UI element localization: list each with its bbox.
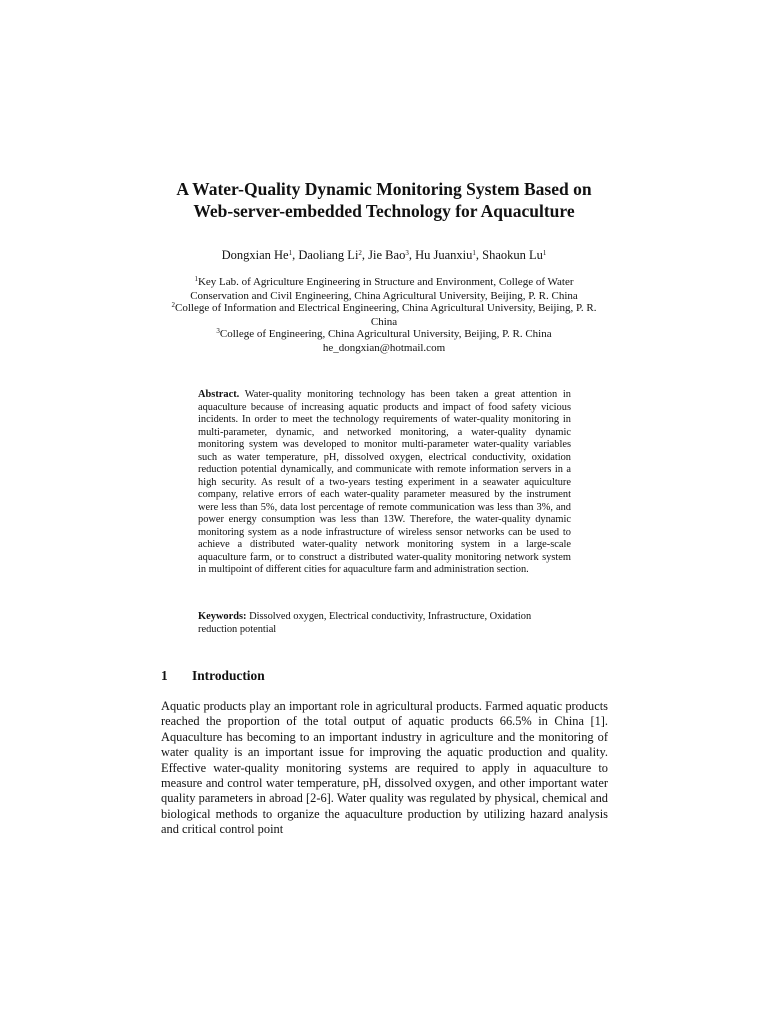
author-name: Shaokun Lu [482,248,543,262]
affiliation-text: College of Information and Electrical Engineering, China Agricultural University, Beijing, P. R. [175,302,597,315]
affiliation-1-line-2: Conservation and Civil Engineering, China Agricultural University, Beijing, P. R. China [190,289,578,302]
contact-email: he_dongxian@hotmail.com [322,341,446,354]
author-affiliation-mark: 1 [542,249,547,257]
affiliation-text: Key Lab. of Agriculture Engineering in Structure and Environment, College of Water [197,276,574,288]
title-line-2: Web-server-embedded Technology for Aquaculture [193,201,575,221]
author-name: Jie Bao [368,248,406,262]
affiliation-2-line-1 [150,302,618,316]
section-heading [161,667,265,684]
affiliation-3 [150,328,618,342]
affiliations [150,276,618,355]
author [298,248,368,262]
keywords [198,610,571,636]
author-affiliation-mark: 3 [405,249,409,257]
author-separator: , [361,248,369,262]
keywords-label: Keywords: [198,611,247,622]
abstract-text: Water-quality monitoring technology has been taken a great attention in aquaculture because of increasing aquatic products and impact of food safety vicious incidents. In order to meet the technology requirements of water-quality monitoring in multi-parameter, dynamic, and networked monitoring, a water-quality dynamic monitoring system was developed to monitor multi-parameter water-quality variables such as water temperature, pH, dissolved oxygen, electrical conductivity, oxidation reduction potential dynamically, and communicate with remote information servers in a high security. As result of a two-years testing experiment in a seawater aquiculture company, relative errors of each water-quality parameter measured by the instrument were less than 5%, data lost percentage of remote communication was less than 3%, and power energy consumption was less than 13W. Therefore, the water-quality dynamic monitoring system as a node infrastructure of wireless sensor networks can be used to achieve a distributed water-quality network monitoring system in a large-scale aquaculture farm, or to construct a distributed water-quality monitoring network system in multipoint of different cities for aquaculture farm and administration section. [198,389,571,575]
abstract-label: Abstract. [198,389,240,400]
author-separator: , [408,248,416,262]
section-body-text: Aquatic products play an important role in agricultural products. Farmed aquatic products reached the proportion of the total output of aquatic products 66.5% in China [1]. Aquaculture has becoming to an important industry in agriculture and the monitoring of water quality is an important issue for improving the aquatic production and quality. Effective water-quality monitoring systems are required to apply in aquaculture to measure and control water temperature, pH, dissolved oxygen, and other important water quality parameters in abroad [2-6]. Water quality was regulated by physical, chemical and biological methods to organize the aquaculture production by utilizing hazard analysis and critical control point [161,699,608,837]
paper-title [0,178,768,222]
author-name: Dongxian He [221,248,289,262]
affiliation-1-line-1 [150,276,618,290]
author-name: Hu Juanxiu [415,248,473,262]
affiliation-mark: 1 [194,275,198,283]
author [482,248,546,262]
author-affiliation-mark: 1 [288,249,293,257]
affiliation-mark: 3 [216,327,220,336]
author-name: Daoliang Li [298,248,359,262]
author-list [0,247,768,265]
author-separator: , [292,248,299,262]
keywords-text: Dissolved oxygen, Electrical conductivity, Infrastructure, Oxidation reduction potential [198,611,532,635]
author-affiliation-mark: 2 [358,249,362,257]
title-line-1: A Water-Quality Dynamic Monitoring System Based on [176,179,592,199]
author-affiliation-mark: 1 [472,249,476,257]
abstract [198,389,571,577]
affiliation-2-line-2: China [370,315,398,328]
author-separator: , [475,248,483,262]
author [222,248,299,262]
author [368,248,415,262]
affiliation-text: College of Engineering, China Agricultural University, Beijing, P. R. China [219,328,552,341]
affiliation-mark: 2 [171,301,175,310]
section-title: Introduction [192,668,265,683]
author [415,248,482,262]
section-number: 1 [161,668,168,683]
